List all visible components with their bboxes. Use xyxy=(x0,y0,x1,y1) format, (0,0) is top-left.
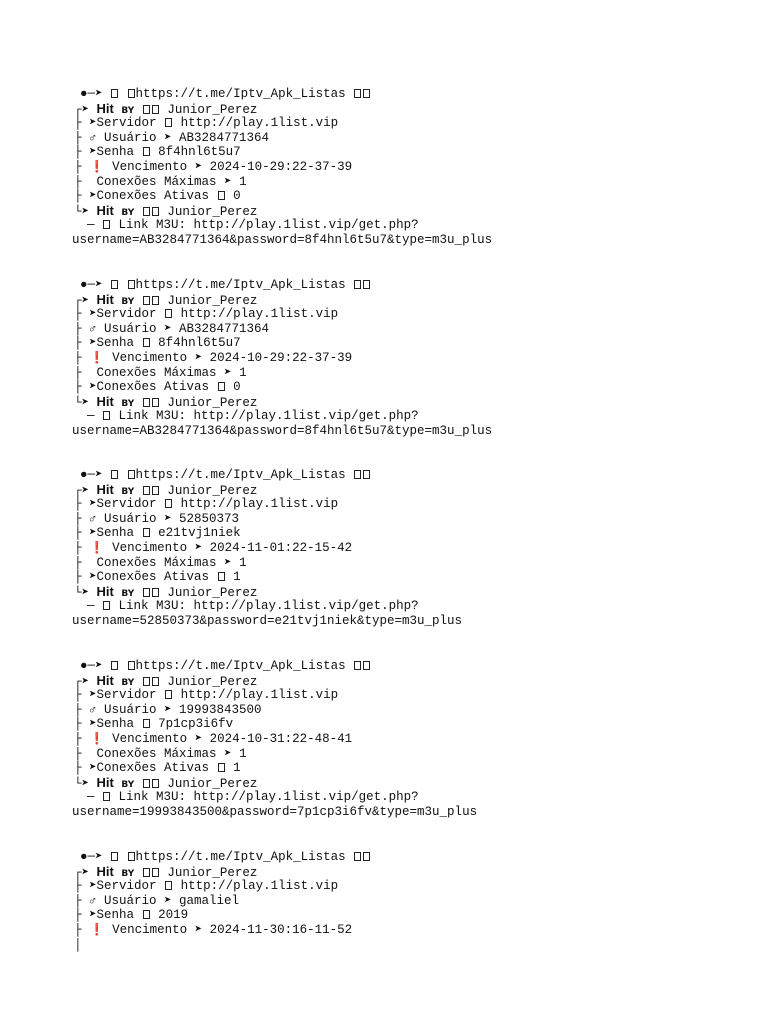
link-url-part1[interactable]: http://play.1list.vip/get.php? xyxy=(193,409,419,424)
servidor-line xyxy=(72,116,732,131)
link-line xyxy=(72,218,732,233)
conexoes-ativas-value: 0 xyxy=(233,380,241,395)
by-label: BY xyxy=(121,207,135,218)
link-url-part2[interactable]: username=AB3284771364&password=8f4hnl6t5u7&type=m3u_plus xyxy=(72,423,493,438)
author-name: Junior_Perez xyxy=(167,204,258,219)
usuario-value: 19993843500 xyxy=(179,702,262,717)
entry-header xyxy=(72,87,732,102)
footer-prefix: └➤ xyxy=(74,204,97,219)
missing-glyph-icon xyxy=(128,280,135,289)
hit-line xyxy=(72,483,732,498)
hit-prefix: ┌➤ xyxy=(74,674,97,689)
missing-glyph-icon xyxy=(152,486,159,495)
account-entry xyxy=(72,468,732,629)
servidor-label: ├ ➤Servidor xyxy=(74,879,165,894)
hit-prefix: ┌➤ xyxy=(74,483,97,498)
vencimento-label: ├ ❗ Vencimento ➤ xyxy=(74,922,210,937)
conexoes-ativas-line xyxy=(72,189,732,204)
link-line xyxy=(72,599,732,614)
usuario-line xyxy=(72,512,732,527)
tree-continuation: │ xyxy=(74,937,82,952)
senha-label: ├ ➤Senha xyxy=(74,717,142,732)
missing-glyph-icon xyxy=(363,89,370,98)
usuario-line xyxy=(72,131,732,146)
missing-glyph-icon xyxy=(143,868,150,877)
senha-line xyxy=(72,145,732,160)
author-name: Junior_Perez xyxy=(167,674,258,689)
conexoes-ativas-value: 1 xyxy=(233,761,241,776)
servidor-line xyxy=(72,688,732,703)
missing-glyph-icon xyxy=(128,89,135,98)
missing-glyph-icon xyxy=(152,296,159,305)
missing-glyph-icon xyxy=(363,852,370,861)
channel-link[interactable]: https://t.me/Iptv_Apk_Listas xyxy=(135,468,346,482)
entry-header xyxy=(72,278,732,293)
link-url-part1[interactable]: http://play.1list.vip/get.php? xyxy=(193,218,419,233)
missing-glyph-icon xyxy=(128,470,135,479)
senha-label: ├ ➤Senha xyxy=(74,145,142,160)
missing-glyph-icon xyxy=(354,852,361,861)
vencimento-label: ├ ❗ Vencimento ➤ xyxy=(74,159,210,174)
missing-glyph-icon xyxy=(165,118,172,127)
senha-line xyxy=(72,336,732,351)
missing-glyph-icon xyxy=(165,499,172,508)
link-label: Link M3U: xyxy=(118,790,194,805)
servidor-value[interactable]: http://play.1list.vip xyxy=(180,116,339,131)
missing-glyph-icon xyxy=(111,89,118,98)
hit-prefix: ┌➤ xyxy=(74,102,97,117)
missing-glyph-icon xyxy=(128,852,135,861)
missing-glyph-icon xyxy=(218,572,225,581)
usuario-line xyxy=(72,322,732,337)
conexoes-maximas-label: ├ Conexões Máximas ➤ xyxy=(74,555,240,570)
hit-label: Hit xyxy=(96,394,114,409)
link-url-part2[interactable]: username=AB3284771364&password=8f4hnl6t5u7&type=m3u_plus xyxy=(72,232,493,247)
servidor-value[interactable]: http://play.1list.vip xyxy=(180,307,339,322)
by-label: BY xyxy=(121,486,135,497)
conexoes-maximas-value: 1 xyxy=(239,365,247,380)
conexoes-maximas-label: ├ Conexões Máximas ➤ xyxy=(74,746,240,761)
by-label: BY xyxy=(121,296,135,307)
conexoes-ativas-label: ├ ➤Conexões Ativas xyxy=(74,189,217,204)
vencimento-label: ├ ❗ Vencimento ➤ xyxy=(74,350,210,365)
missing-glyph-icon xyxy=(218,763,225,772)
missing-glyph-icon xyxy=(103,601,110,610)
usuario-value: AB3284771364 xyxy=(179,321,270,336)
link-line xyxy=(72,790,732,805)
conexoes-ativas-value: 1 xyxy=(233,570,241,585)
author-name: Junior_Perez xyxy=(167,585,258,600)
servidor-line xyxy=(72,497,732,512)
conexoes-ativas-line xyxy=(72,761,732,776)
entry-header xyxy=(72,468,732,483)
vencimento-value: 2024-10-31:22-48-41 xyxy=(209,731,353,746)
account-entry xyxy=(72,659,732,820)
missing-glyph-icon xyxy=(103,411,110,420)
senha-value: 7p1cp3i6fv xyxy=(158,717,234,732)
servidor-value[interactable]: http://play.1list.vip xyxy=(180,688,339,703)
hit-line xyxy=(72,865,732,880)
conexoes-maximas-value: 1 xyxy=(239,174,247,189)
usuario-label: ├ ♂ Usuário ➤ xyxy=(74,702,180,717)
hit-prefix: ┌➤ xyxy=(74,865,97,880)
link-url-part2[interactable]: username=19993843500&password=7p1cp3i6fv&type=m3u_plus xyxy=(72,804,478,819)
conexoes-maximas-value: 1 xyxy=(239,555,247,570)
hit-label: Hit xyxy=(96,775,114,790)
by-label: BY xyxy=(121,868,135,879)
link-label: Link M3U: xyxy=(118,409,194,424)
senha-label: ├ ➤Senha xyxy=(74,526,142,541)
link-url-part1[interactable]: http://play.1list.vip/get.php? xyxy=(193,790,419,805)
missing-glyph-icon xyxy=(165,881,172,890)
usuario-label: ├ ♂ Usuário ➤ xyxy=(74,893,180,908)
usuario-value: gamaliel xyxy=(179,893,240,908)
missing-glyph-icon xyxy=(111,470,118,479)
missing-glyph-icon xyxy=(143,105,150,114)
missing-glyph-icon xyxy=(143,207,150,216)
author-name: Junior_Perez xyxy=(167,293,258,308)
servidor-label: ├ ➤Servidor xyxy=(74,497,165,512)
vencimento-value: 2024-10-29:22-37-39 xyxy=(209,159,353,174)
link-label: Link M3U: xyxy=(118,218,194,233)
senha-value: 2019 xyxy=(158,908,189,923)
conexoes-maximas-label: ├ Conexões Máximas ➤ xyxy=(74,174,240,189)
usuario-label: ├ ♂ Usuário ➤ xyxy=(74,511,180,526)
servidor-label: ├ ➤Servidor xyxy=(74,688,165,703)
by-label: BY xyxy=(121,779,135,790)
servidor-value[interactable]: http://play.1list.vip xyxy=(180,879,339,894)
conexoes-ativas-line xyxy=(72,570,732,585)
conexoes-ativas-line xyxy=(72,380,732,395)
hit-footer-line xyxy=(72,776,732,791)
senha-label: ├ ➤Senha xyxy=(74,336,142,351)
footer-prefix: └➤ xyxy=(74,395,97,410)
conexoes-maximas-line xyxy=(72,747,732,762)
missing-glyph-icon xyxy=(143,486,150,495)
by-label: BY xyxy=(121,398,135,409)
missing-glyph-icon xyxy=(152,588,159,597)
header-prefix: ●─➤ xyxy=(80,278,111,292)
hit-footer-line xyxy=(72,395,732,410)
servidor-line xyxy=(72,879,732,894)
vencimento-line xyxy=(72,160,732,175)
by-label: BY xyxy=(121,677,135,688)
missing-glyph-icon xyxy=(165,690,172,699)
missing-glyph-icon xyxy=(103,792,110,801)
missing-glyph-icon xyxy=(143,779,150,788)
vencimento-label: ├ ❗ Vencimento ➤ xyxy=(74,731,210,746)
servidor-line xyxy=(72,307,732,322)
hit-line xyxy=(72,293,732,308)
entry-header xyxy=(72,850,732,865)
missing-glyph-icon xyxy=(143,398,150,407)
senha-line xyxy=(72,908,732,923)
senha-value: e21tvj1niek xyxy=(158,526,241,541)
channel-link[interactable]: https://t.me/Iptv_Apk_Listas xyxy=(135,659,346,673)
hit-label: Hit xyxy=(96,203,114,218)
usuario-line xyxy=(72,703,732,718)
senha-value: 8f4hnl6t5u7 xyxy=(158,336,241,351)
conexoes-maximas-line xyxy=(72,366,732,381)
author-name: Junior_Perez xyxy=(167,395,258,410)
vencimento-line xyxy=(72,923,732,938)
header-prefix: ●─➤ xyxy=(80,468,111,482)
vencimento-line xyxy=(72,541,732,556)
missing-glyph-icon xyxy=(152,868,159,877)
link-prefix: — xyxy=(72,599,103,614)
hit-prefix: ┌➤ xyxy=(74,293,97,308)
account-entry xyxy=(72,87,732,248)
author-name: Junior_Perez xyxy=(167,102,258,117)
servidor-value[interactable]: http://play.1list.vip xyxy=(180,497,339,512)
missing-glyph-icon xyxy=(165,309,172,318)
missing-glyph-icon xyxy=(363,470,370,479)
missing-glyph-icon xyxy=(152,105,159,114)
missing-glyph-icon xyxy=(103,220,110,229)
hit-line xyxy=(72,674,732,689)
conexoes-ativas-value: 0 xyxy=(233,189,241,204)
missing-glyph-icon xyxy=(111,280,118,289)
link-prefix: — xyxy=(72,409,103,424)
footer-prefix: └➤ xyxy=(74,776,97,791)
conexoes-maximas-line xyxy=(72,556,732,571)
header-prefix: ●─➤ xyxy=(80,659,111,673)
missing-glyph-icon xyxy=(152,398,159,407)
channel-link[interactable]: https://t.me/Iptv_Apk_Listas xyxy=(135,850,346,864)
usuario-label: ├ ♂ Usuário ➤ xyxy=(74,130,180,145)
author-name: Junior_Perez xyxy=(167,865,258,880)
servidor-label: ├ ➤Servidor xyxy=(74,307,165,322)
missing-glyph-icon xyxy=(354,89,361,98)
link-prefix: — xyxy=(72,218,103,233)
missing-glyph-icon xyxy=(152,779,159,788)
missing-glyph-icon xyxy=(152,207,159,216)
usuario-value: AB3284771364 xyxy=(179,130,270,145)
missing-glyph-icon xyxy=(354,280,361,289)
link-label: Link M3U: xyxy=(118,599,194,614)
hit-label: Hit xyxy=(96,292,114,307)
conexoes-ativas-label: ├ ➤Conexões Ativas xyxy=(74,380,217,395)
usuario-label: ├ ♂ Usuário ➤ xyxy=(74,321,180,336)
channel-link[interactable]: https://t.me/Iptv_Apk_Listas xyxy=(135,278,346,292)
vencimento-value: 2024-11-30:16-11-52 xyxy=(209,922,353,937)
header-prefix: ●─➤ xyxy=(80,850,111,864)
missing-glyph-icon xyxy=(354,661,361,670)
link-url-part1[interactable]: http://play.1list.vip/get.php? xyxy=(193,599,419,614)
missing-glyph-icon xyxy=(143,677,150,686)
conexoes-maximas-value: 1 xyxy=(239,746,247,761)
link-prefix: — xyxy=(72,790,103,805)
conexoes-ativas-label: ├ ➤Conexões Ativas xyxy=(74,761,217,776)
missing-glyph-icon xyxy=(143,910,150,919)
entry-header xyxy=(72,659,732,674)
vencimento-line xyxy=(72,351,732,366)
senha-line xyxy=(72,717,732,732)
missing-glyph-icon xyxy=(111,661,118,670)
hit-label: Hit xyxy=(96,584,114,599)
senha-label: ├ ➤Senha xyxy=(74,908,142,923)
hit-label: Hit xyxy=(96,673,114,688)
link-url-part2[interactable]: username=52850373&password=e21tvj1niek&type=m3u_plus xyxy=(72,613,463,628)
conexoes-ativas-label: ├ ➤Conexões Ativas xyxy=(74,570,217,585)
missing-glyph-icon xyxy=(111,852,118,861)
missing-glyph-icon xyxy=(363,280,370,289)
missing-glyph-icon xyxy=(143,296,150,305)
missing-glyph-icon xyxy=(143,147,150,156)
missing-glyph-icon xyxy=(143,588,150,597)
usuario-value: 52850373 xyxy=(179,511,240,526)
senha-value: 8f4hnl6t5u7 xyxy=(158,145,241,160)
vencimento-value: 2024-11-01:22-15-42 xyxy=(209,540,353,555)
by-label: BY xyxy=(121,588,135,599)
author-name: Junior_Perez xyxy=(167,483,258,498)
missing-glyph-icon xyxy=(128,661,135,670)
missing-glyph-icon xyxy=(143,338,150,347)
servidor-label: ├ ➤Servidor xyxy=(74,116,165,131)
hit-footer-line xyxy=(72,204,732,219)
header-prefix: ●─➤ xyxy=(80,87,111,101)
account-entry xyxy=(72,278,732,439)
missing-glyph-icon xyxy=(218,382,225,391)
link-line xyxy=(72,409,732,424)
missing-glyph-icon xyxy=(218,191,225,200)
conexoes-maximas-line xyxy=(72,175,732,190)
usuario-line xyxy=(72,894,732,909)
hit-line xyxy=(72,102,732,117)
missing-glyph-icon xyxy=(363,661,370,670)
vencimento-line xyxy=(72,732,732,747)
channel-link[interactable]: https://t.me/Iptv_Apk_Listas xyxy=(135,87,346,101)
hit-footer-line xyxy=(72,585,732,600)
missing-glyph-icon xyxy=(143,719,150,728)
senha-line xyxy=(72,526,732,541)
by-label: BY xyxy=(121,105,135,116)
conexoes-maximas-label: ├ Conexões Máximas ➤ xyxy=(74,365,240,380)
hit-label: Hit xyxy=(96,482,114,497)
hit-label: Hit xyxy=(96,864,114,879)
hit-label: Hit xyxy=(96,101,114,116)
vencimento-label: ├ ❗ Vencimento ➤ xyxy=(74,540,210,555)
author-name: Junior_Perez xyxy=(167,776,258,791)
missing-glyph-icon xyxy=(354,470,361,479)
footer-prefix: └➤ xyxy=(74,585,97,600)
missing-glyph-icon xyxy=(143,528,150,537)
account-entry xyxy=(72,850,732,952)
missing-glyph-icon xyxy=(152,677,159,686)
vencimento-value: 2024-10-29:22-37-39 xyxy=(209,350,353,365)
